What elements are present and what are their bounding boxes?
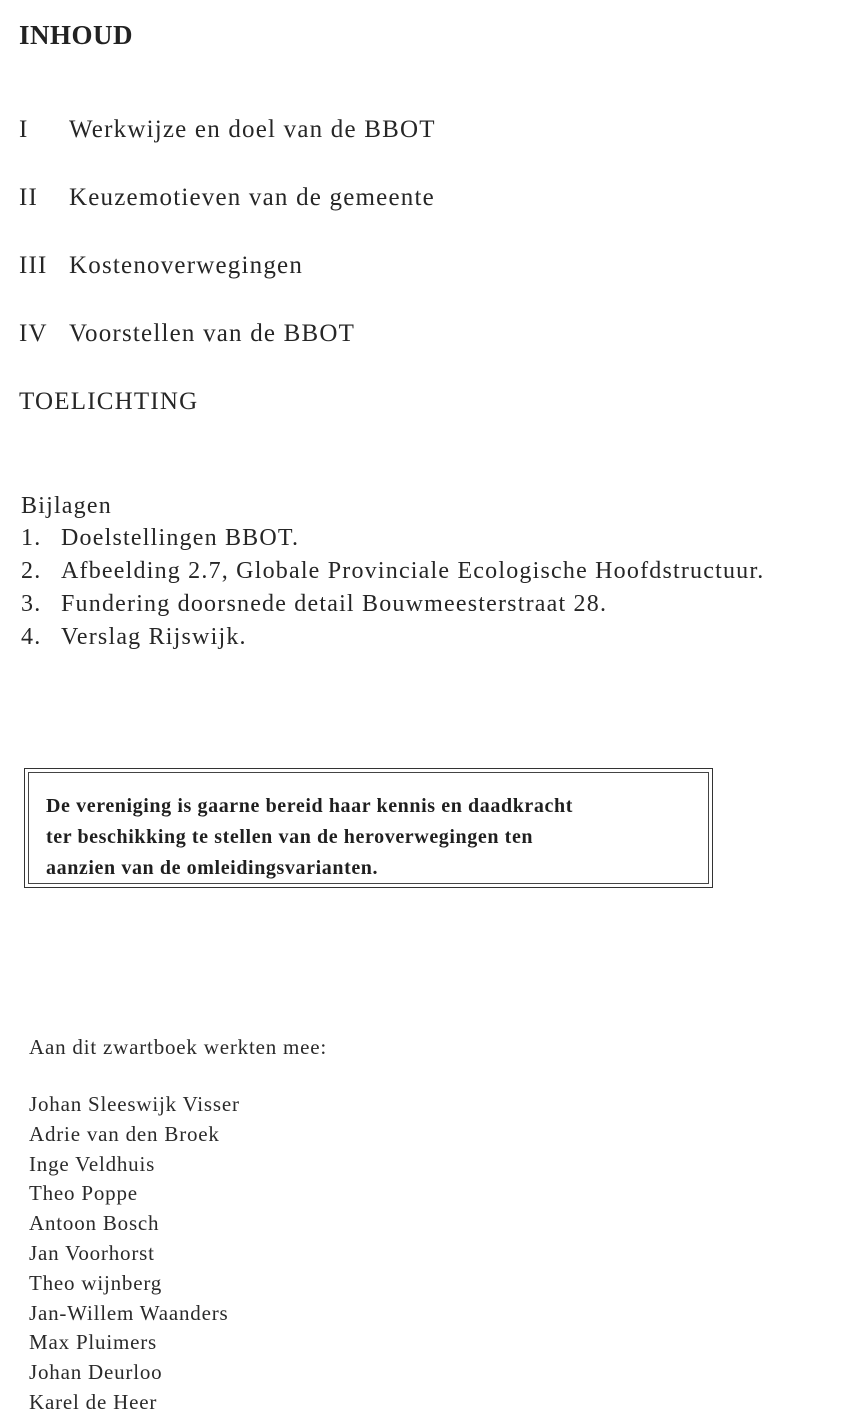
appendix-item [21,621,861,654]
contributor-name: Adrie van den Broek [29,1121,220,1146]
callout-box [24,768,713,888]
toc-item-label: Voorstellen van de BBOT [69,320,356,347]
appendix-item [21,555,861,588]
contributor-name: Inge Veldhuis [29,1151,156,1176]
toc-item-4 [19,320,355,348]
contributor-name: Karel de Heer [29,1389,158,1414]
appendix-label: Fundering doorsnede detail Bouwmeesterstraat 28. [61,591,608,617]
toelichting-heading: TOELICHTING [19,388,199,415]
callout-text-line: ter beschikking te stellen van de heroverwegingen ten [46,826,534,848]
contributor-name: Max Pluimers [29,1330,158,1355]
toc-item-number: I [19,116,29,143]
toc-item-label: Keuzemotieven van de gemeente [69,184,435,211]
toc-item-label: Werkwijze en doel van de BBOT [69,116,436,143]
appendices-section [21,490,861,654]
appendix-label: Verslag Rijswijk. [61,624,247,650]
appendix-item [21,588,861,621]
contributor-name: Theo Poppe [29,1181,138,1206]
toc-item-2 [19,184,435,212]
appendix-number: 4. [21,624,42,650]
toc-item-number: III [19,252,48,279]
appendix-number: 1. [21,525,42,551]
callout-inner-frame [28,772,709,884]
contributor-name: Jan-Willem Waanders [29,1300,229,1325]
contributor-name: Antoon Bosch [29,1211,160,1236]
contributor-name: Johan Sleeswijk Visser [29,1092,240,1116]
contributor-name: Theo wijnberg [29,1270,163,1295]
credits-heading: Aan dit zwartboek werkten mee: [29,1035,328,1059]
toc-item-3 [19,252,303,280]
toc-item-label: Kostenoverwegingen [69,252,304,279]
appendix-label: Afbeelding 2.7, Globale Provinciale Ecologische Hoofdstructuur. [61,558,765,584]
appendix-number: 3. [21,591,42,617]
appendix-item [21,522,861,555]
contributor-name: Johan Deurloo [29,1360,163,1385]
appendix-label: Doelstellingen BBOT. [61,525,300,551]
toc-item-number: II [19,184,39,211]
contributor-name: Jan Voorhorst [29,1240,155,1265]
credits-section [29,1032,327,1418]
callout-text-line: aanzien van de omleidingsvarianten. [46,857,379,879]
toc-item-number: IV [19,320,48,347]
page-title: INHOUD [19,20,134,50]
toc-item-1 [19,116,436,144]
appendix-number: 2. [21,558,42,584]
appendices-heading: Bijlagen [21,493,112,519]
callout-text-line: De vereniging is gaarne bereid haar kennis en daadkracht [46,795,573,817]
